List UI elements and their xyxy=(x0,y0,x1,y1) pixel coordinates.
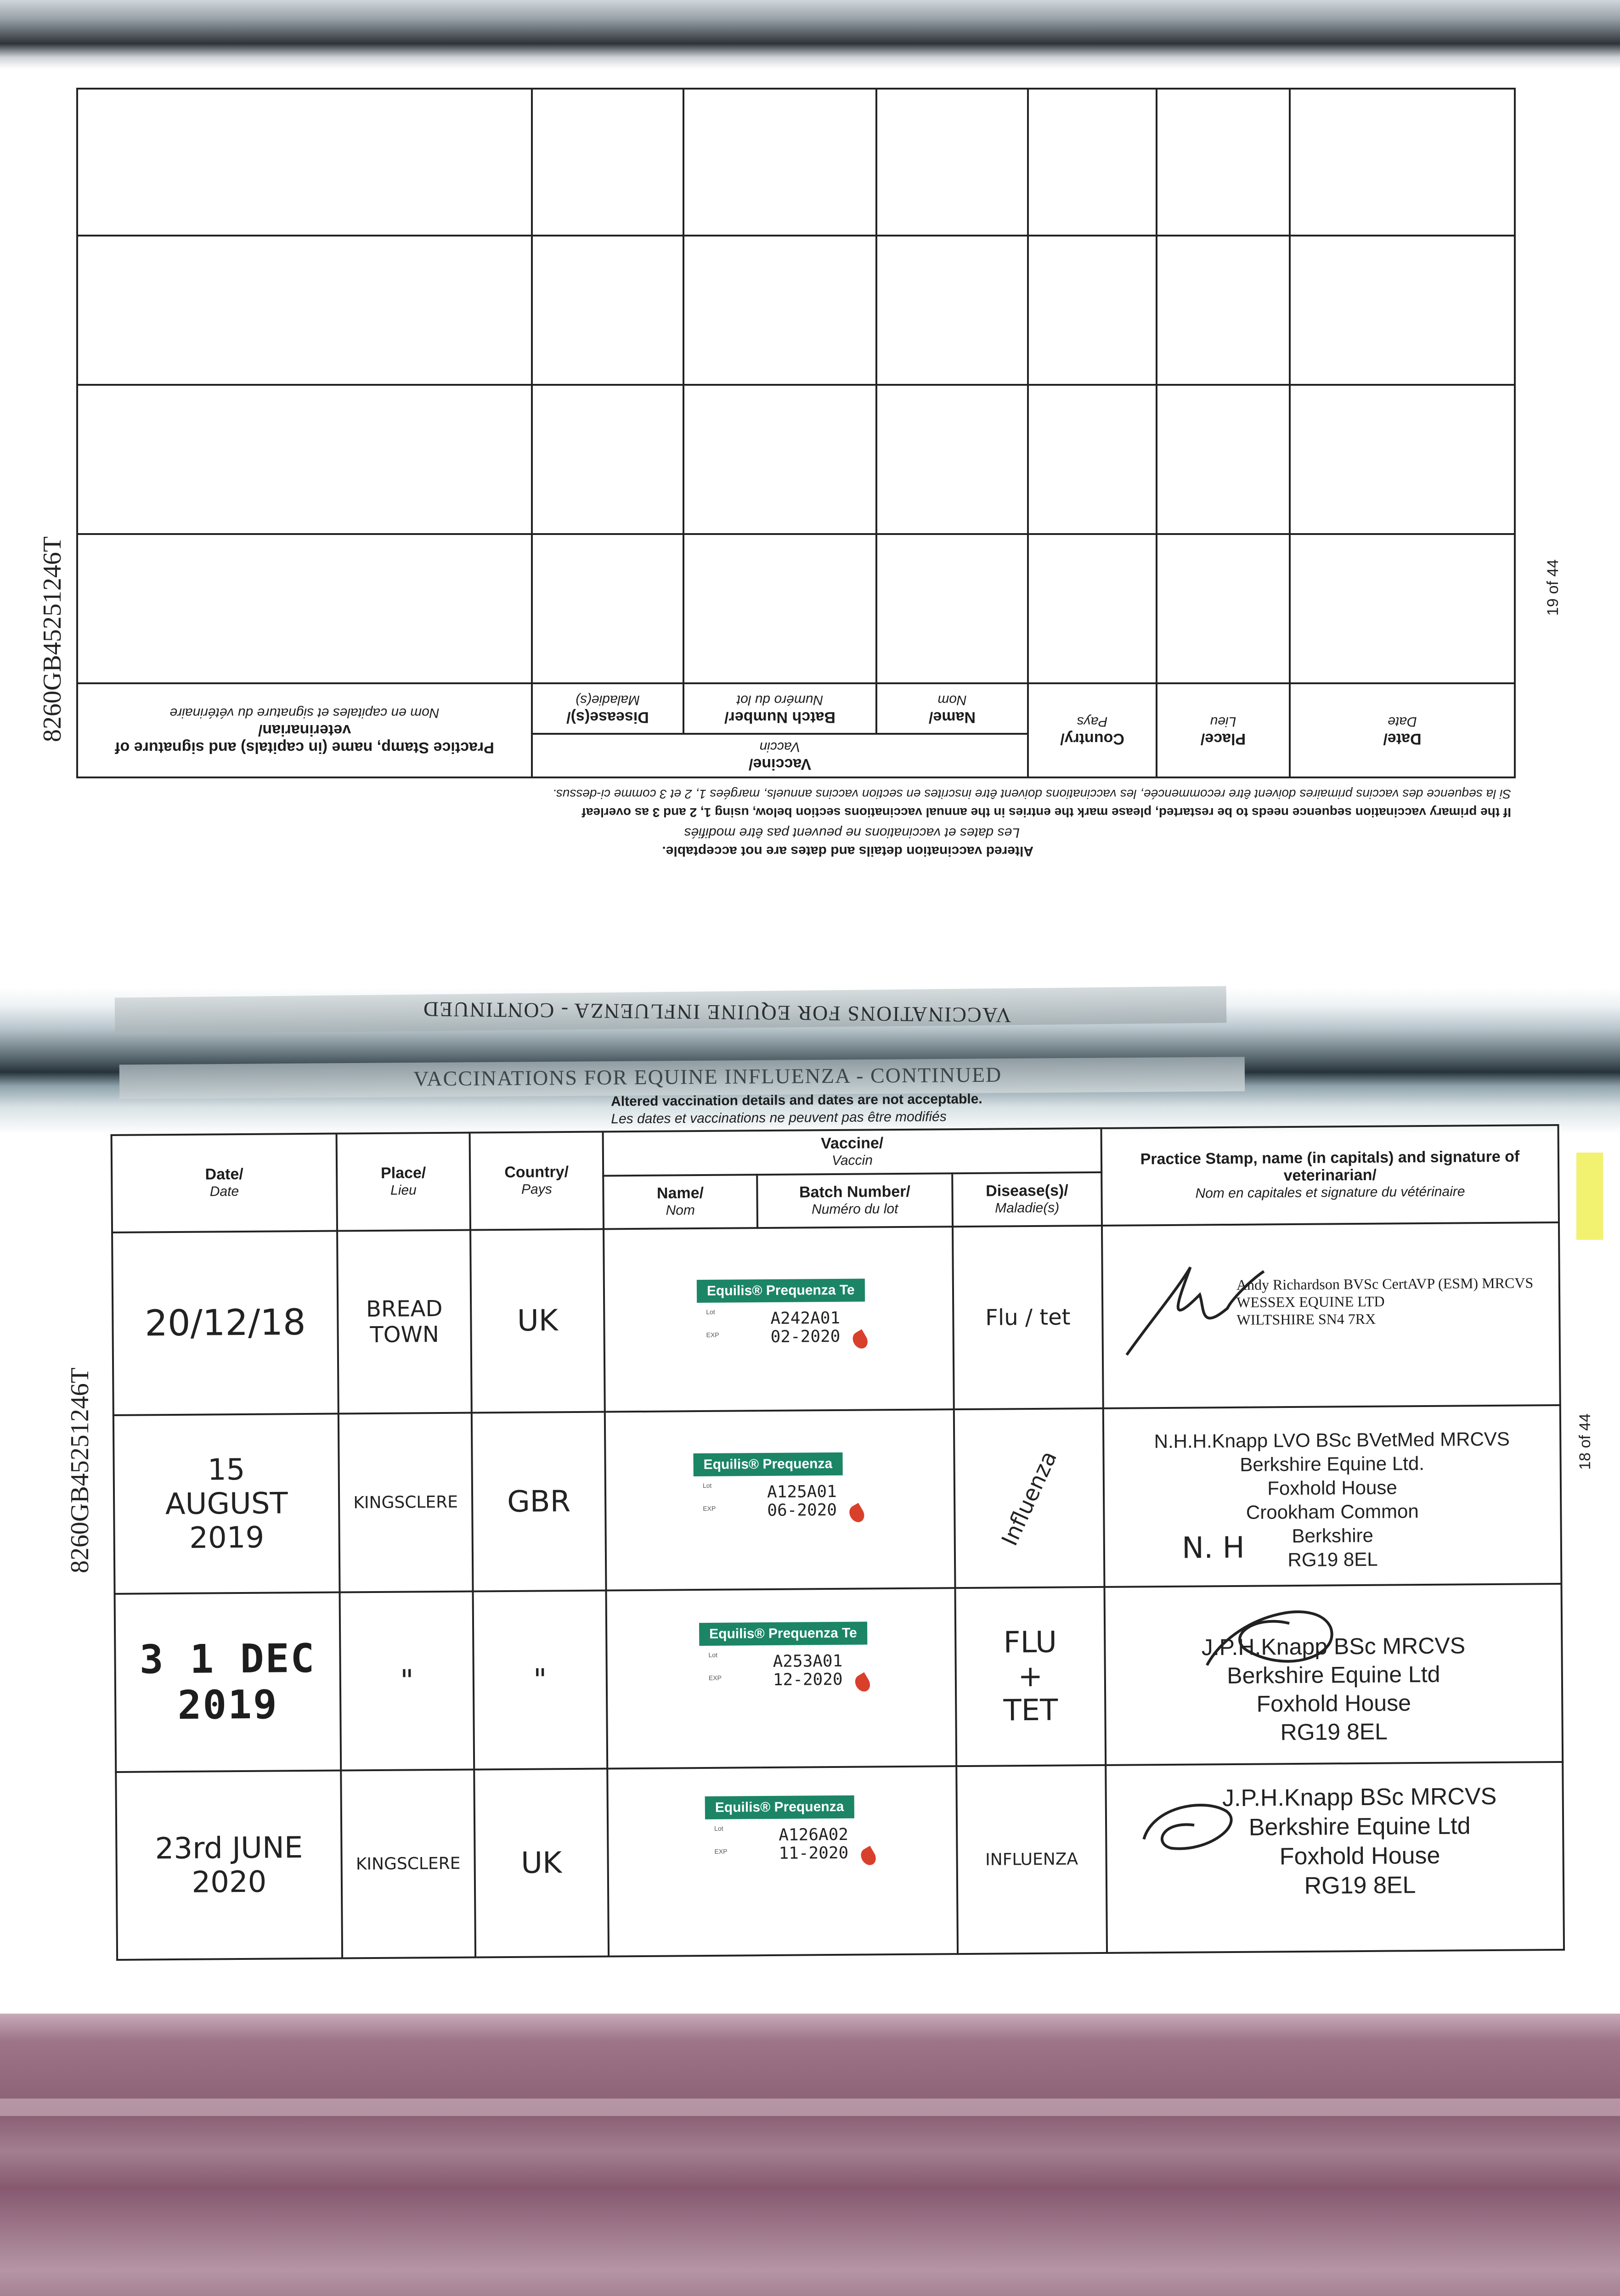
table-row xyxy=(113,1405,1562,1593)
header-vaccine: Vaccine/ Vaccin xyxy=(603,1128,1102,1176)
vaccine-name: Equilis® Prequenza xyxy=(705,1795,854,1819)
row3-country: " xyxy=(473,1590,608,1769)
upper-header-disease: Disease(s)/ Maladie(s) xyxy=(532,683,683,734)
doc-ref-top: 8260GB45251246T xyxy=(38,536,67,742)
expiry-date: 11-2020 xyxy=(779,1844,849,1863)
row3-place: " xyxy=(340,1591,474,1770)
row3-date: 3 1 DEC 2019 xyxy=(115,1592,341,1772)
row2-country: GBR xyxy=(472,1412,606,1591)
batch-number: A126A02 xyxy=(779,1825,849,1845)
upper-warning-en: Altered vaccination details and dates are not acceptable. xyxy=(662,844,1033,859)
upper-empty-row xyxy=(77,89,1515,236)
vet-practice: WESSEX EQUINE LTD xyxy=(1236,1293,1385,1311)
batch-number: A125A01 xyxy=(767,1482,837,1502)
row3-practice-stamp xyxy=(1104,1584,1563,1765)
header-date: Date/ Date xyxy=(112,1134,337,1232)
drop-icon xyxy=(852,1672,873,1694)
row4-place: KINGSCLERE xyxy=(341,1770,475,1958)
vaccine-sticker: Equilis® Prequenza Lot EXP A125A01 06-2020 xyxy=(693,1452,868,1536)
row4-vaccine-label-cell xyxy=(607,1767,958,1957)
upper-header-batch: Batch Number/ Numéro du lot xyxy=(683,683,876,734)
vet-address-3: Berkshire xyxy=(1292,1524,1374,1547)
section-title-bottom: VACCINATIONS FOR EQUINE INFLUENZA - CONTINUED xyxy=(413,1063,1002,1091)
upper-header-place: Place/ Lieu xyxy=(1157,683,1290,777)
vet-name: N.H.H.Knapp LVO BSc BVetMed MRCVS xyxy=(1154,1428,1510,1452)
drop-icon xyxy=(847,1503,867,1525)
expiry-date: 02-2020 xyxy=(770,1327,841,1346)
row4-country: UK xyxy=(474,1769,609,1958)
upper-empty-row xyxy=(77,236,1515,385)
vaccine-name: Equilis® Prequenza Te xyxy=(697,1278,865,1303)
cover-highlight xyxy=(0,2099,1620,2116)
upper-header-vaccine: Vaccine/ Vaccin xyxy=(532,734,1028,777)
row4-date: 23rd JUNE 2020 xyxy=(116,1771,342,1960)
upper-page xyxy=(78,87,1516,877)
drop-icon xyxy=(850,1329,870,1351)
vaccine-name: Equilis® Prequenza Te xyxy=(699,1621,867,1646)
vet-practice: Berkshire Equine Ltd xyxy=(1227,1661,1440,1688)
lower-warning-fr: Les dates et vaccinations ne peuvent pas être modifiés xyxy=(611,1109,947,1127)
vaccine-sticker: Equilis® Prequenza Te Lot EXP A242A01 02-2020 xyxy=(697,1278,872,1362)
row2-place: KINGSCLERE xyxy=(339,1413,473,1592)
vet-location: WILTSHIRE SN4 7RX xyxy=(1236,1310,1376,1328)
lower-page xyxy=(110,1087,1572,1970)
row1-country: UK xyxy=(470,1229,605,1413)
expiry-date: 12-2020 xyxy=(773,1670,843,1689)
batch-number: A253A01 xyxy=(773,1651,843,1671)
scan-top-edge xyxy=(0,0,1620,69)
page-number-bottom: 18 of 44 xyxy=(1576,1413,1594,1470)
upper-header-date: Date/ Date xyxy=(1290,683,1515,777)
upper-restart-en: If the primary vaccination sequence needs to be restarted, please mark the entries in the annual vaccinations section below, using 1, 2 and 3 as overleaf xyxy=(581,805,1511,820)
row2-disease: Influenza xyxy=(954,1408,1105,1588)
page-number-top: 19 of 44 xyxy=(1544,559,1562,616)
section-title-top: VACCINATIONS FOR EQUINE INFLUENZA - CONTINUED xyxy=(422,997,1011,1027)
vet-name: J.P.H.Knapp BSc MRCVS xyxy=(1201,1632,1466,1660)
expiry-date: 06-2020 xyxy=(767,1501,837,1520)
upper-restart-fr: Si la sequence des vaccins primaires doivent être recommencée, les vaccinations doivent être inscrites en section vaccins annuels, margées 1, 2 et 3 comme ci-dessus. xyxy=(553,787,1511,801)
row1-practice-stamp xyxy=(1102,1222,1560,1408)
upper-empty-row xyxy=(77,534,1515,683)
row3-disease: FLU + TET xyxy=(955,1587,1106,1767)
vet-postcode: RG19 8EL xyxy=(1287,1548,1378,1570)
upper-empty-row xyxy=(77,385,1515,534)
vet-postcode: RG19 8EL xyxy=(1304,1872,1416,1900)
upper-header-stamp: Practice Stamp, name (in capitals) and signature of veterinarian/ Nom en capitales et signature du vétérinaire xyxy=(77,683,532,777)
row3-vaccine-label-cell xyxy=(606,1588,957,1769)
yellow-tab xyxy=(1576,1153,1603,1240)
header-practice-stamp: Practice Stamp, name (in capitals) and signature of veterinarian/ Nom en capitales et signature du vétérinaire xyxy=(1101,1125,1559,1226)
table-row xyxy=(115,1584,1563,1772)
row1-date: 20/12/18 xyxy=(112,1231,339,1415)
doc-ref-bottom: 8260GB45251246T xyxy=(66,1367,94,1573)
header-place: Place/ Lieu xyxy=(337,1133,470,1231)
vet-address: Foxhold House xyxy=(1256,1690,1411,1717)
vet-name: J.P.H.Knapp BSc MRCVS xyxy=(1222,1783,1497,1812)
row1-place: BREAD TOWN xyxy=(337,1230,472,1414)
header-name: Name/ Nom xyxy=(603,1175,757,1229)
upper-warning-fr: Les dates et vaccinations ne peuvent pas être modifiés xyxy=(684,825,1020,840)
row2-date: 15 AUGUST 2019 xyxy=(113,1414,340,1594)
vet-practice: Berkshire Equine Ltd. xyxy=(1240,1452,1425,1475)
vet-name: Andy Richardson BVSc CertAVP (ESM) MRCVS xyxy=(1236,1274,1534,1293)
table-row xyxy=(116,1762,1564,1960)
lower-vaccination-table xyxy=(111,1124,1565,1961)
vet-address-2: Crookham Common xyxy=(1246,1500,1419,1523)
passport-cover xyxy=(0,2014,1620,2296)
header-disease: Disease(s)/ Maladie(s) xyxy=(952,1172,1102,1227)
batch-number: A242A01 xyxy=(770,1308,841,1328)
lower-warning-en: Altered vaccination details and dates are not acceptable. xyxy=(610,1091,982,1109)
vet-address-1: Foxhold House xyxy=(1267,1476,1397,1499)
vet-practice: Berkshire Equine Ltd xyxy=(1248,1812,1471,1841)
vet-postcode: RG19 8EL xyxy=(1280,1718,1388,1745)
vaccine-sticker: Equilis® Prequenza Lot EXP A126A02 11-2020 xyxy=(705,1795,880,1880)
vet-handwritten-initials: N. H xyxy=(1181,1531,1245,1565)
table-row xyxy=(112,1222,1560,1416)
vet-address: Foxhold House xyxy=(1279,1842,1440,1870)
upper-vaccination-table xyxy=(76,88,1516,778)
header-batch-number: Batch Number/ Numéro du lot xyxy=(757,1173,953,1228)
vaccine-name: Equilis® Prequenza xyxy=(693,1452,842,1476)
upper-header-name: Name/ Nom xyxy=(876,683,1028,734)
vaccine-sticker: Equilis® Prequenza Te Lot EXP A253A01 12-2020 xyxy=(699,1621,874,1705)
header-country: Country/ Pays xyxy=(470,1132,604,1230)
row2-practice-stamp xyxy=(1103,1405,1562,1587)
upper-header-country: Country/ Pays xyxy=(1028,683,1157,777)
row4-practice-stamp xyxy=(1106,1762,1564,1953)
row4-disease: INFLUENZA xyxy=(956,1765,1107,1954)
drop-icon xyxy=(858,1846,879,1868)
row1-vaccine-label-cell xyxy=(604,1227,954,1412)
row1-disease: Flu / tet xyxy=(953,1226,1103,1410)
